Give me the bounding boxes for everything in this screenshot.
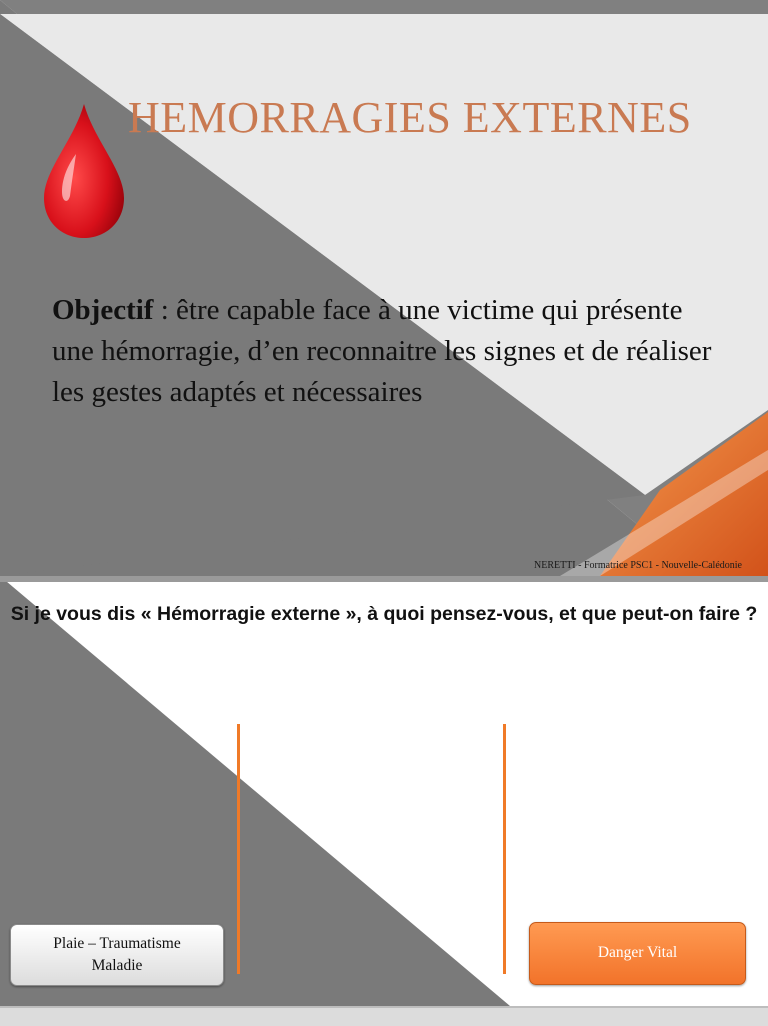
cause-line-1: Plaie – Traumatisme <box>53 935 181 952</box>
right-connector-line <box>503 724 506 974</box>
slide-2 <box>0 576 768 1006</box>
left-connector-line <box>237 724 240 974</box>
cause-line-2: Maladie <box>91 957 143 974</box>
blood-drop-icon <box>40 100 128 242</box>
objective-body: être capable face à une victime qui présente une hémorragie, d’en reconnaitre les signes et de réaliser les gestes adaptés et nécessaires <box>52 294 712 408</box>
objective-separator: : <box>153 294 177 326</box>
slide-3-partial <box>0 1006 768 1026</box>
objective-text <box>52 290 712 413</box>
slide-title: HEMORRAGIES EXTERNES <box>128 93 692 142</box>
objective-label: Objectif <box>52 294 154 326</box>
danger-vital-box: Danger Vital <box>529 922 746 985</box>
slide-credit: NERETTI - Formatrice PSC1 - Nouvelle-Calédonie <box>533 560 742 571</box>
top-divider <box>0 576 768 582</box>
question-heading: Si je vous dis « Hémorragie externe », à quoi pensez-vous, et que peut-on faire ? <box>10 603 758 625</box>
cause-box <box>10 924 224 986</box>
